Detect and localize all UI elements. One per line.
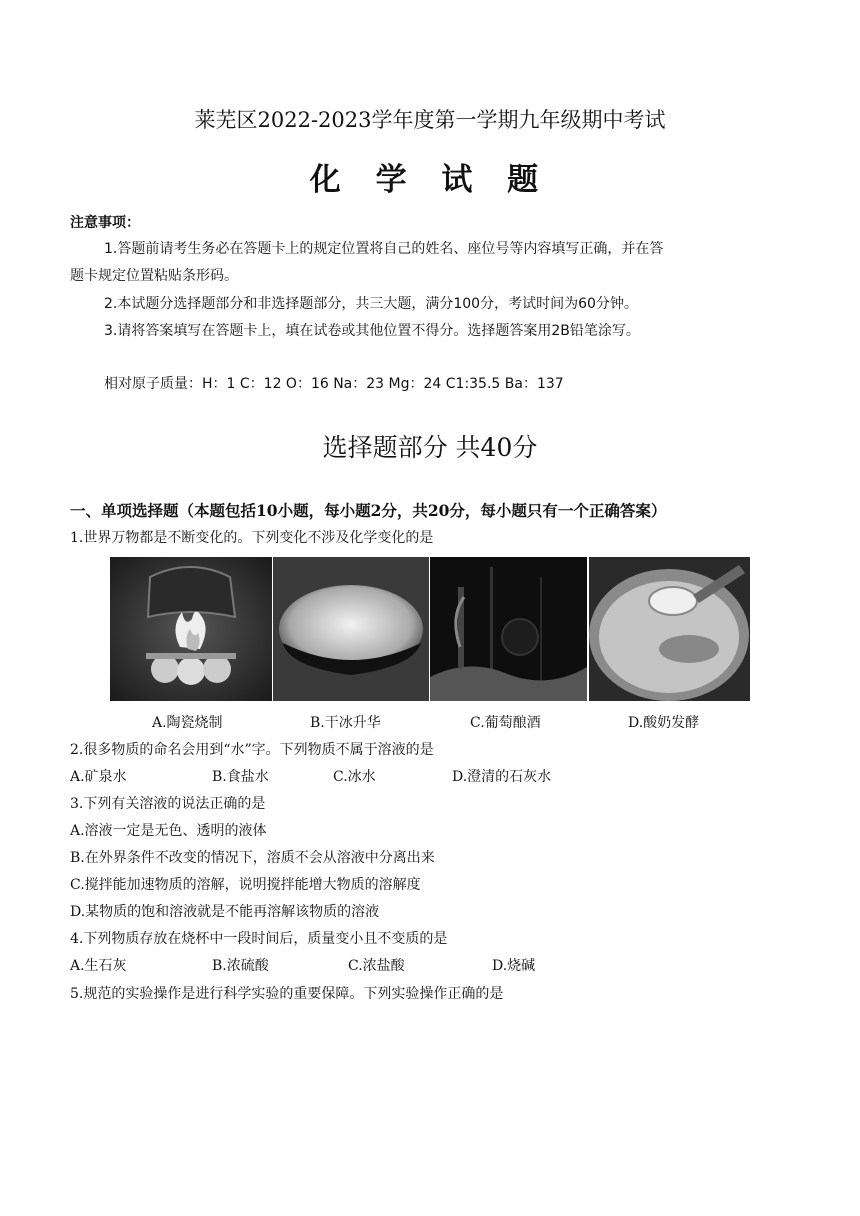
q3-option-b: B.在外界条件不改变的情况下，溶质不会从溶液中分离出来	[70, 850, 435, 866]
photo-dry-ice	[273, 557, 429, 701]
q3-option-d: D.某物质的饱和溶液就是不能再溶解该物质的溶液	[70, 904, 380, 920]
part1-heading: 一、单项选择题（本题包括10小题，每小题2分，共20分，每小题只有一个正确答案）	[70, 501, 667, 520]
q2-option-b: B.食盐水	[212, 769, 269, 785]
q3-option-c: C.搅拌能加速物质的溶解，说明搅拌能增大物质的溶解度	[70, 877, 421, 893]
q5-stem: 5.规范的实验操作是进行科学实验的重要保障。下列实验操作正确的是	[70, 986, 504, 1002]
section-title: 选择题部分 共40分	[322, 433, 538, 462]
photo-ceramic-firing	[110, 557, 272, 701]
q2-option-c: C.冰水	[333, 769, 376, 785]
q4-option-b: B.浓硫酸	[212, 958, 269, 974]
q1-caption-b: B.干冰升华	[310, 715, 381, 731]
q1-stem: 1.世界万物都是不断变化的。下列变化不涉及化学变化的是	[70, 530, 434, 546]
q4-option-c: C.浓盐酸	[348, 958, 405, 974]
photo-wine-making	[430, 557, 587, 701]
notice-heading: 注意事项：	[70, 215, 140, 231]
q4-option-a: A.生石灰	[70, 958, 127, 974]
notice-item-1-line-1: 1.答题前请考生务必在答题卡上的规定位置将自己的姓名、座位号等内容填写正确，并在答	[104, 241, 664, 257]
q1-caption-c: C.葡萄酿酒	[470, 715, 541, 731]
q2-option-a: A.矿泉水	[70, 769, 127, 785]
exam-title: 莱芜区2022-2023学年度第一学期九年级期中考试	[194, 108, 666, 132]
q3-option-a: A.溶液一定是无色、透明的液体	[70, 823, 267, 839]
notice-item-2: 2.本试题分选择题部分和非选择题部分，共三大题，满分100分，考试时间为60分钟。	[104, 296, 638, 312]
q4-stem: 4.下列物质存放在烧杯中一段时间后，质量变小且不变质的是	[70, 931, 448, 947]
q3-stem: 3.下列有关溶液的说法正确的是	[70, 796, 266, 812]
atomic-mass-line: 相对原子质量：H：1 C：12 O：16 Na：23 Mg：24 C1:35.5 Ba：137	[104, 376, 564, 392]
notice-item-3: 3.请将答案填写在答题卡上，填在试卷或其他位置不得分。选择题答案用2B铅笔涂写。	[104, 323, 640, 339]
subject-title: 化 学 试 题	[309, 162, 551, 198]
q4-option-d: D.烧碱	[492, 958, 536, 974]
notice-item-1-line-2: 题卡规定位置粘贴条形码。	[70, 268, 238, 284]
q1-caption-d: D.酸奶发酵	[628, 715, 700, 731]
q1-caption-a: A.陶瓷烧制	[152, 715, 223, 731]
q2-option-d: D.澄清的石灰水	[452, 769, 552, 785]
q2-stem: 2.很多物质的命名会用到“水”字。下列物质不属于溶液的是	[70, 742, 434, 758]
photo-yogurt	[589, 557, 750, 701]
